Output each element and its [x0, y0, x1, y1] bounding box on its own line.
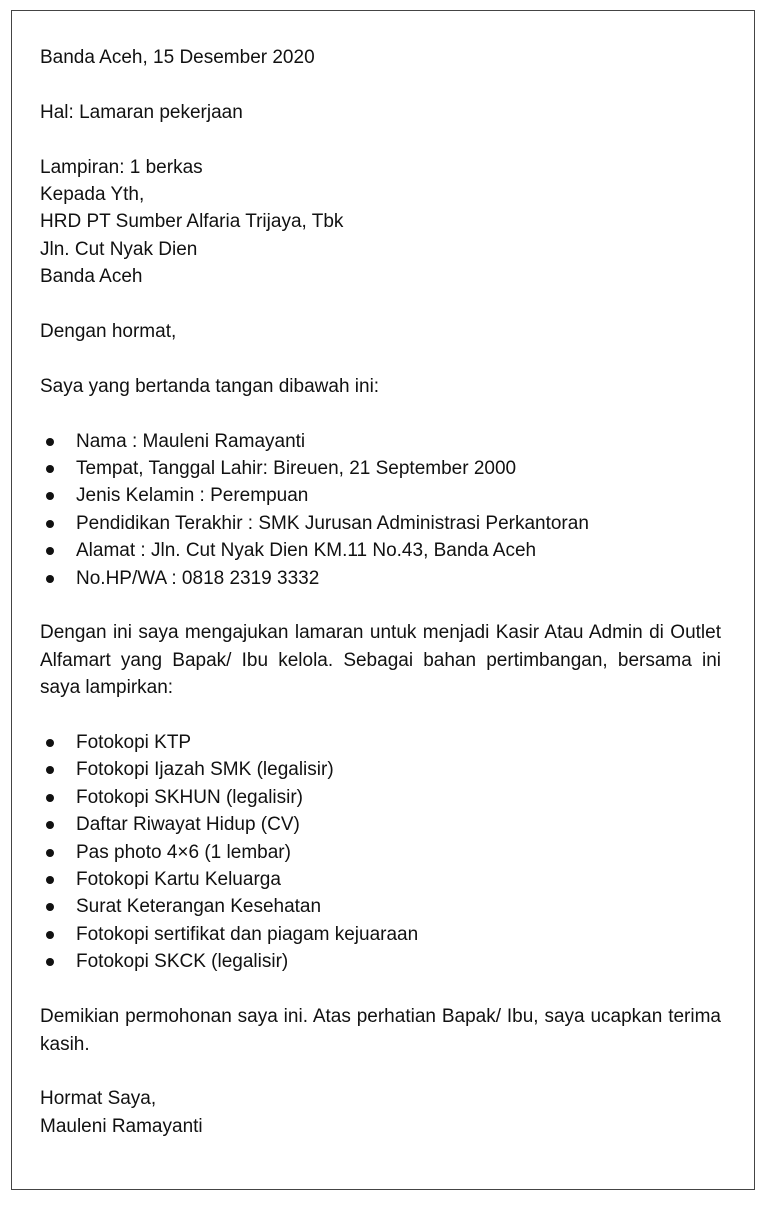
list-item: Fotokopi SKCK (legalisir) — [40, 948, 721, 975]
sign-off: Hormat Saya, — [40, 1088, 157, 1110]
list-item: Surat Keterangan Kesehatan — [40, 893, 721, 920]
list-item: Fotokopi sertifikat dan piagam kejuaraan — [40, 921, 721, 948]
signature-name: Mauleni Ramayanti — [40, 1115, 203, 1137]
body-paragraph: Dengan ini saya mengajukan lamaran untuk menjadi Kasir Atau Admin di Outlet Alfamart yang Bapak/ Ibu kelola. Sebagai bahan pertimbangan, bersama ini saya lampirkan: — [40, 622, 721, 699]
list-item: Fotokopi KTP — [40, 729, 721, 756]
subject-line: Hal: Lamaran pekerjaan — [40, 101, 243, 123]
bullet-icon — [46, 492, 54, 500]
bullet-icon — [46, 821, 54, 829]
bullet-icon — [46, 547, 54, 555]
greeting: Dengan hormat, — [40, 321, 177, 343]
personal-info-list — [40, 428, 721, 592]
bullet-icon — [46, 766, 54, 774]
list-item: Alamat : Jln. Cut Nyak Dien KM.11 No.43, Banda Aceh — [40, 537, 721, 564]
bullet-icon — [46, 794, 54, 802]
letter-body — [40, 44, 721, 1140]
intro-line: Saya yang bertanda tangan dibawah ini: — [40, 375, 380, 397]
list-item: Pas photo 4×6 (1 lembar) — [40, 839, 721, 866]
list-item: Pendidikan Terakhir : SMK Jurusan Administrasi Perkantoran — [40, 510, 721, 537]
attachment-count: Lampiran: 1 berkas — [40, 156, 203, 178]
closing-paragraph: Demikian permohonan saya ini. Atas perhatian Bapak/ Ibu, saya ucapkan terima kasih. — [40, 1006, 721, 1055]
bullet-icon — [46, 465, 54, 473]
place-date: Banda Aceh, 15 Desember 2020 — [40, 47, 315, 68]
bullet-icon — [46, 958, 54, 966]
recipient-line-4: Banda Aceh — [40, 266, 143, 288]
recipient-line-1: Kepada Yth, — [40, 184, 145, 205]
list-item: Tempat, Tanggal Lahir: Bireuen, 21 September 2000 — [40, 455, 721, 482]
bullet-icon — [46, 438, 54, 446]
bullet-icon — [46, 876, 54, 884]
list-item: No.HP/WA : 0818 2319 3332 — [40, 565, 721, 592]
bullet-icon — [46, 849, 54, 857]
attachments-list — [40, 729, 721, 976]
recipient-line-3: Jln. Cut Nyak Dien — [40, 238, 198, 260]
bullet-icon — [46, 903, 54, 911]
bullet-icon — [46, 520, 54, 528]
list-item: Fotokopi SKHUN (legalisir) — [40, 784, 721, 811]
list-item: Jenis Kelamin : Perempuan — [40, 482, 721, 509]
bullet-icon — [46, 739, 54, 747]
recipient-line-2: HRD PT Sumber Alfaria Trijaya, Tbk — [40, 211, 344, 233]
list-item: Daftar Riwayat Hidup (CV) — [40, 811, 721, 838]
list-item: Nama : Mauleni Ramayanti — [40, 428, 721, 455]
list-item: Fotokopi Kartu Keluarga — [40, 866, 721, 893]
bullet-icon — [46, 575, 54, 583]
list-item: Fotokopi Ijazah SMK (legalisir) — [40, 756, 721, 783]
bullet-icon — [46, 931, 54, 939]
